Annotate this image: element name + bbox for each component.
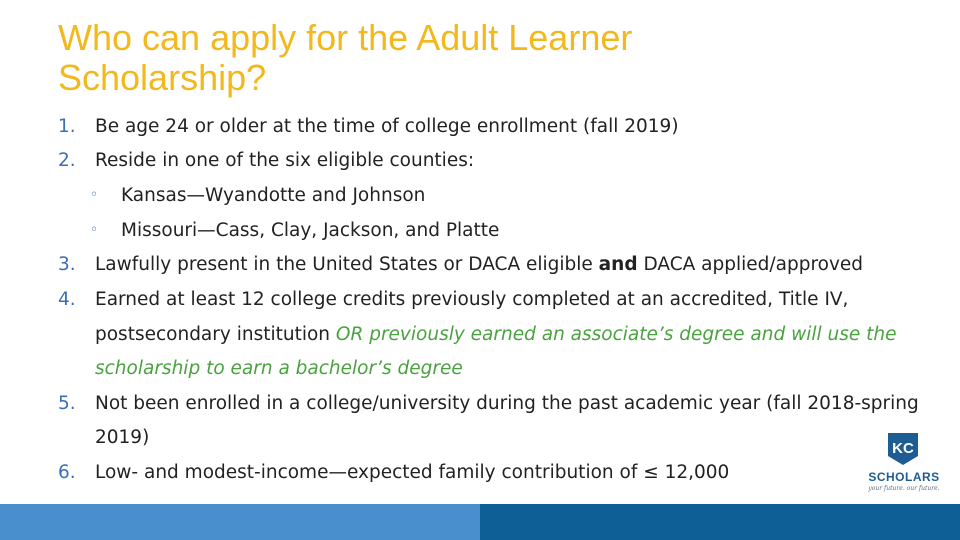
list-item-text: Not been enrolled in a college/university during the past academic year (fall 2018-spring <box>95 393 919 414</box>
list-number: 4. <box>58 289 76 310</box>
list-item-text <box>95 254 863 275</box>
list-number: 3. <box>58 254 76 275</box>
list-number: 5. <box>58 393 76 414</box>
highlight-text: scholarship to earn a bachelor’s degree <box>95 358 463 379</box>
list-number: 2. <box>58 150 76 171</box>
sub-item-text: Missouri—Cass, Clay, Jackson, and Platte <box>121 220 500 241</box>
footer-bar-left <box>0 504 480 540</box>
slide-title-line-1: Who can apply for the Adult Learner <box>58 17 633 58</box>
logo-mark: KC <box>892 440 914 457</box>
list-item-text: 2019) <box>95 427 150 448</box>
footer-bar-right <box>480 504 960 540</box>
sub-bullet: ◦ <box>90 222 99 238</box>
kc-scholars-logo <box>862 432 946 496</box>
list-item-text: Low- and modest-income—expected family contribution of ≤ 12,000 <box>95 462 730 483</box>
list-item-text: Earned at least 12 college credits previously completed at an accredited, Title IV, <box>95 289 849 310</box>
bold-and: and <box>598 254 638 275</box>
logo-name: SCHOLARS <box>868 470 940 484</box>
list-item-text <box>95 324 897 345</box>
list-number: 6. <box>58 462 76 483</box>
logo-tagline: your future. our future. <box>868 485 940 492</box>
slide-title <box>58 18 858 98</box>
list-number: 1. <box>58 116 76 137</box>
text-part: Lawfully present in the United States or DACA eligible <box>95 254 599 275</box>
list-item-text: Reside in one of the six eligible counties: <box>95 150 475 171</box>
list-item-text: Be age 24 or older at the time of college enrollment (fall 2019) <box>95 116 679 137</box>
shield-icon <box>886 432 920 466</box>
text-part: DACA applied/approved <box>637 254 864 275</box>
sub-bullet: ◦ <box>90 187 99 203</box>
slide-title-line-2: Scholarship? <box>58 57 267 98</box>
sub-item-text: Kansas—Wyandotte and Johnson <box>121 185 426 206</box>
highlight-text: OR previously earned an associate’s degree and will use the <box>335 324 897 345</box>
text-part: postsecondary institution <box>95 324 336 345</box>
